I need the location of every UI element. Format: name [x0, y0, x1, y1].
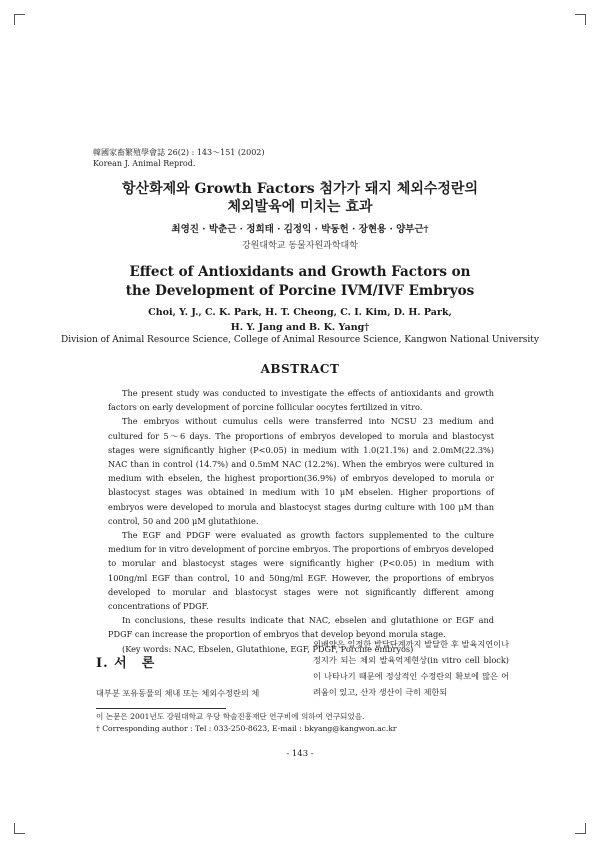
footnote-divider [96, 708, 226, 709]
english-authors-line-1: Choi, Y. J., C. K. Park, H. T. Cheong, C. I. Kim, D. H. Park, [148, 307, 452, 318]
abstract-keywords: (Key words: NAC, Ebselen, Glutathione, EGF, PDGF, Porcine embryos) [122, 643, 414, 654]
korean-title-line-1: 항산화제와 Growth Factors 첨가가 돼지 체외수정란의 [122, 181, 478, 197]
intro-left-text: 대부분 포유동물의 체내 또는 체외수정란의 체 [96, 688, 260, 698]
page-number: - 143 - [286, 749, 314, 759]
section-title-introduction: Ⅰ. 서 론 [96, 656, 156, 671]
korean-affiliation: 강원대학교 동물자원과학대학 [242, 241, 358, 251]
abstract-paragraph-2: The embryos without cumulus cells were transferred into NCSU 23 medium and cultured for 5～6 days. The proportions of embryos developed to morula and blastocyst stages were significantly higher (P<0.05) in medium with 1.0(21.1%) and 2.0mM(22.3%) NAC than in control (14.7%) and 0.5mM NAC (12.2%). When the embryos were cultured in medium with ebselen, the highest proportion(36.9%) of embryos developed to morula or blastocyst stages was obtained in medium with 10 μM ebselen. Higher proportions of embryos were developed to morula and blastocyst stages during culture with 100 μM than control, 50 and 200 μM glutathione. [108, 416, 494, 526]
intro-left-column [96, 636, 296, 701]
english-authors [0, 305, 600, 335]
korean-authors: 최영진 · 박춘근 · 정희태 · 김정익 · 박동헌 · 장현용 · 양부근† [171, 224, 429, 235]
korean-title [0, 180, 600, 216]
english-affiliation: Division of Animal Resource Science, College of Animal Resource Science, Kangwon National University [61, 335, 539, 345]
abstract-paragraph-3: The EGF and PDGF were evaluated as growth factors supplemented to the culture medium for in vitro development of porcine embryos. The proportions of embryos developed to morular and blastocyst stages were significantly higher (P<0.05) in medium with 100ng/ml EGF than control, 10 and 50ng/ml EGF. However, the proportions of embryos developed to morular and blastocyst stages were not significantly different among concentrations of PDGF. [108, 530, 494, 612]
english-title-line-2: the Development of Porcine IVM/IVF Embryos [125, 283, 475, 299]
crop-mark-bottom-right [575, 823, 586, 834]
abstract-heading: ABSTRACT [260, 362, 340, 376]
english-authors-line-2: H. Y. Jang and B. K. Yang† [230, 322, 370, 333]
intro-right-column: 외배양은 일정한 발달단계까지 발달한 후 발육지연이나 정지가 되는 체외 발육억제현상(in vitro cell block)이 나타나기 때문에 정상적인 수정란의 확보에 많은 어려움이 있고, 산자 생산이 극히 제한되 [313, 639, 509, 697]
english-title-line-1: Effect of Antioxidants and Growth Factors on [129, 264, 471, 280]
journal-line-1: 韓國家畜繁殖學會誌 26(2) : 143～151 (2002) [93, 148, 265, 157]
korean-title-line-2: 체외발육에 미치는 효과 [227, 199, 373, 215]
journal-citation [93, 147, 265, 169]
english-title [0, 263, 600, 301]
footnotes [96, 711, 397, 735]
footnote-funding: 이 논문은 2001년도 강원대학교 우당 학술진흥재단 연구비에 의하여 연구되었음. [96, 712, 365, 721]
abstract-body [108, 386, 494, 656]
journal-line-2: Korean J. Animal Reprod. [93, 159, 196, 168]
crop-mark-bottom-left [14, 823, 25, 834]
crop-mark-top-right [575, 14, 586, 25]
footnote-corresponding-author: † Corresponding author : Tel : 033-250-8623, E-mail : bkyang@kangwon.ac.kr [96, 724, 397, 733]
crop-mark-top-left [14, 14, 25, 25]
abstract-paragraph-1: The present study was conducted to investigate the effects of antioxidants and growth factors on early development of porcine follicular oocytes fertilized in vitro. [108, 388, 494, 413]
abstract-paragraph-4: In conclusions, these results indicate that NAC, ebselen and glutathione or EGF and PDGF can increase the proportion of embryos that develop beyond morula stage. [108, 615, 494, 640]
